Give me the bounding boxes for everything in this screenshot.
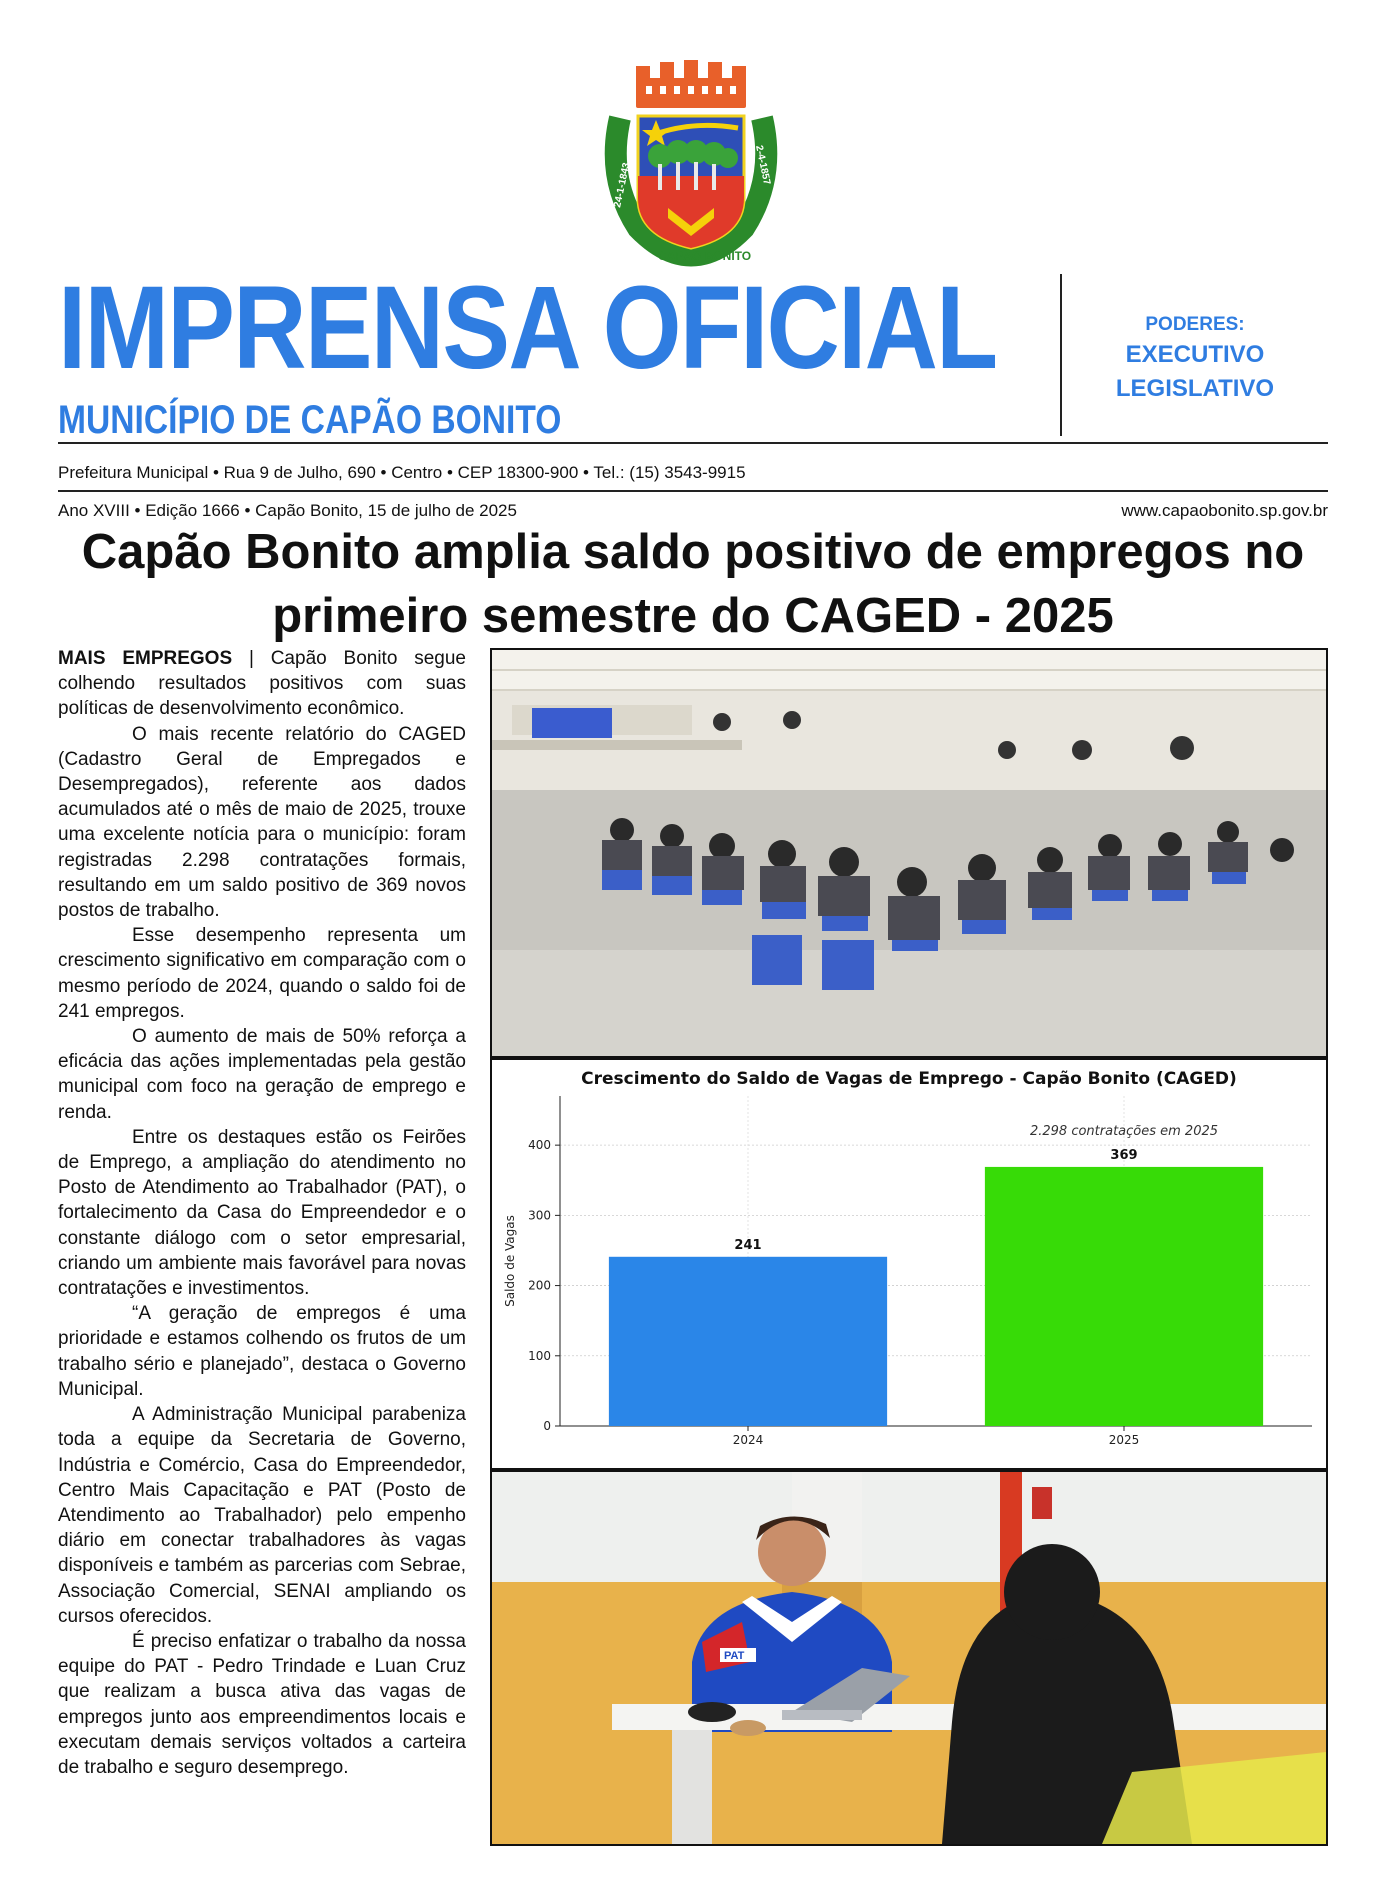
power-executive: EXECUTIVO [1125, 341, 1265, 368]
header-rule [58, 490, 1328, 492]
masthead-title: IMPRENSA OFICIAL [58, 262, 997, 394]
header-rule [58, 442, 1328, 444]
bar-chart [492, 1060, 1326, 1468]
article-paragraph: Esse desempenho representa um crescimento significativo em comparação com o mesmo período de 2024, quando o saldo foi de 241 empregos. [58, 925, 466, 1022]
y-tick-label: 400 [528, 1138, 551, 1153]
article-kicker: MAIS EMPREGOS [58, 648, 233, 669]
y-tick-label: 100 [528, 1348, 551, 1363]
masthead-subtitle: MUNICÍPIO DE CAPÃO BONITO [58, 398, 562, 442]
website-link[interactable]: www.capaobonito.sp.gov.br [1121, 501, 1328, 520]
article-paragraph: O aumento de mais de 50% reforça a eficácia das ações implementadas pela gestão municipal com foco na geração de emprego e renda. [58, 1026, 466, 1123]
edition-line: Ano XVIII • Edição 1666 • Capão Bonito, 15 de julho de 2025 [58, 501, 517, 520]
masthead-divider [1060, 274, 1062, 436]
pat-badge: PAT [724, 1650, 745, 1662]
bar-2024 [609, 1257, 887, 1426]
power-legislative: LEGISLATIVO [1115, 375, 1275, 402]
article-lead [58, 646, 466, 722]
y-tick-label: 300 [528, 1208, 551, 1223]
chart-bars [609, 1167, 1263, 1426]
x-tick-label: 2025 [1108, 1433, 1140, 1447]
powers-box [1075, 312, 1315, 406]
article-paragraph: O mais recente relatório do CAGED (Cadastro Geral de Empregados e Desempregados), referente aos dados acumulados até o mês de maio de 2025, trouxe uma excelente notícia para o município: foram registradas 2.298 contratações formais, resultando em um saldo positivo de 369 novos postos de trabalho. [58, 723, 466, 922]
article-lead-text: | Capão Bonito segue colhendo resultados positivos com suas políticas de desenvolvimento econômico. [58, 648, 466, 720]
chart-annotation: 2.298 contratações em 2025 [1029, 1123, 1219, 1139]
article-paragraph: Entre os destaques estão os Feirões de Emprego, a ampliação do atendimento no Posto de Atendimento ao Trabalhador (PAT), o fortalecimento da Casa do Empreendedor e o constante diálogo com o setor empresarial, criando um ambiente mais favorável para novas contratações e investimentos. [58, 1126, 466, 1300]
crown-icon [636, 60, 746, 108]
x-tick-label: 2024 [732, 1433, 764, 1447]
chart-y-axis-label: Saldo de Vagas [503, 1215, 517, 1307]
article-paragraph: A Administração Municipal parabeniza toda a equipe da Secretaria de Governo, Indústria e Comércio, Casa do Empreendedor, Centro Mais Capacitação e PAT (Posto de Atendimento ao Trabalhador) pelo empenho diário em conectar trabalhadores às vagas disponíveis e também as parcerias com Sebrae, Associação Comercial, SENAI ampliando os cursos oferecidos. [58, 1404, 466, 1627]
bar-value-label: 369 [1110, 1147, 1138, 1163]
bar-value-label: 241 [734, 1237, 762, 1253]
article-paragraph: “A geração de empregos é uma prioridade e estamos colhendo os frutos de um trabalho sério e planejado”, destaca o Governo Municipal. [58, 1303, 466, 1400]
article-paragraph: É preciso enfatizar o trabalho da nossa equipe do PAT - Pedro Trindade e Luan Cruz que realizam a busca ativa das vagas de empregos junto aos empreendimentos locais e executam demais serviços voltados a carteira de trabalho e seguro desemprego. [58, 1630, 466, 1778]
powers-label: PODERES: [1145, 314, 1245, 335]
article-body [58, 646, 466, 1780]
crest-date-left: 24-1-1843 [612, 161, 633, 209]
auditorium-photo [490, 648, 1328, 1058]
y-tick-label: 0 [543, 1419, 551, 1433]
coat-of-arms-logo [598, 58, 784, 268]
address-line: Prefeitura Municipal • Rua 9 de Julho, 690 • Centro • CEP 18300-900 • Tel.: (15) 3543-9915 [58, 463, 746, 482]
chart-title: Crescimento do Saldo de Vagas de Emprego - Capão Bonito (CAGED) [581, 1069, 1237, 1089]
chart-panel [490, 1058, 1328, 1470]
bar-2025 [985, 1167, 1263, 1426]
headline: Capão Bonito amplia saldo positivo de empregos no primeiro semestre do CAGED - 2025 [81, 525, 1305, 643]
crest-motto: CAPÃO BONITO [658, 249, 752, 263]
crest-date-right: 2-4-1857 [753, 144, 773, 186]
y-tick-label: 200 [528, 1278, 551, 1293]
pat-service-photo [490, 1470, 1328, 1846]
